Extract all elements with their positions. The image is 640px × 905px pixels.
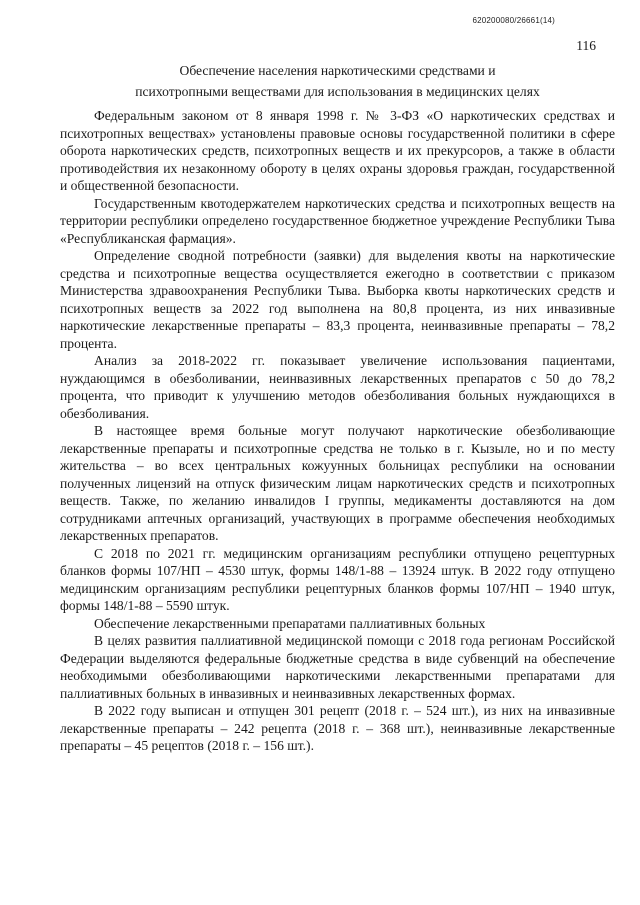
document-code: 620200080/26661(14) <box>472 16 555 25</box>
paragraph-federal-law: Федеральным законом от 8 января 1998 г. № 3-ФЗ «О наркотических средствах и психотропных веществах» установлены правовые основы государственной политики в сфере оборота наркотических средств, психотропных веществ и их прекурсоров, а также в области противодействия их незаконному обороту в целях охраны здоровья граждан, государственной и общественной безопасности. <box>60 108 615 193</box>
paragraph-quota-holder: Государственным квотодержателем наркотических средства и психотропных веществ на территории республики определено государственное бюджетное учреждение Республики Тыва «Республиканская фармация». <box>60 195 615 246</box>
paragraph-prescription-forms: С 2018 по 2021 гг. медицинским организациям республики отпущено рецептурных бланков формы 107/НП – 4530 штук, формы 148/1-88 – 13924 штук. В 2022 году отпущено медицинским организациям республики рецептурных бланков формы 107/НП – 1940 штук, формы 148/1-88 – 5590 штук. <box>60 545 615 613</box>
subheading-palliative: Обеспечение лекарственными препаратами паллиативных больных <box>94 615 486 631</box>
section-title-line-2: психотропными веществами для использования в медицинских целях <box>135 84 540 99</box>
document-body <box>60 107 615 755</box>
paragraph-palliative-funding: В целях развития паллиативной медицинской помощи с 2018 года регионам Российской Федерации выделяются федеральные бюджетные средства в виде субвенций на обеспечение необходимыми обезболивающими наркотическими лекарственными препаратами для паллиативных больных в инвазивных и неинвазивных лекарственных формах. <box>60 633 615 701</box>
page-number: 116 <box>576 38 596 53</box>
paragraph-analysis: Анализ за 2018-2022 гг. показывает увеличение использования пациентами, нуждающимся в обезболивании, неинвазивных лекарственных препаратов с 50 до 78,2 процента, что приводит к улучшению методов обезболивания больных нуждающихся в обезболивания. <box>60 353 615 421</box>
section-title-line-1: Обеспечение населения наркотическими средствами и <box>179 63 496 78</box>
paragraph-access: В настоящее время больные могут получают наркотические обезболивающие лекарственные препараты и психотропные средства не только в г. Кызыле, но и по месту жительства – во всех центральных кожуунных больницах республики на основании полученных лицензий на отпуск физическим лицам наркотических средств и психотропных веществ. Также, по желанию инвалидов I группы, медикаменты доставляются на дом сотрудниками аптечных организаций, участвующих в программе обеспечения необходимых лекарственных препаратов. <box>60 423 615 543</box>
paragraph-quota-needs: Определение сводной потребности (заявки) для выделения квоты на наркотические средства и психотропные вещества осуществляется ежегодно в соответствии с приказом Министерства здравоохранения Республики Тыва. Выборка квоты наркотических средств и психотропных веществ за 2022 год выполнена на 80,8 процента, из них инвазивные наркотические лекарственные препараты – 83,3 процента, неинвазивные препараты – 78,2 процента. <box>60 248 615 351</box>
section-title <box>60 60 615 102</box>
paragraph-prescriptions-2022: В 2022 году выписан и отпущен 301 рецепт (2018 г. – 524 шт.), из них на инвазивные лекарственные препараты – 242 рецепта (2018 г. – 368 шт.), неинвазивные лекарственные препараты – 45 рецептов (2018 г. – 156 шт.). <box>60 703 615 753</box>
